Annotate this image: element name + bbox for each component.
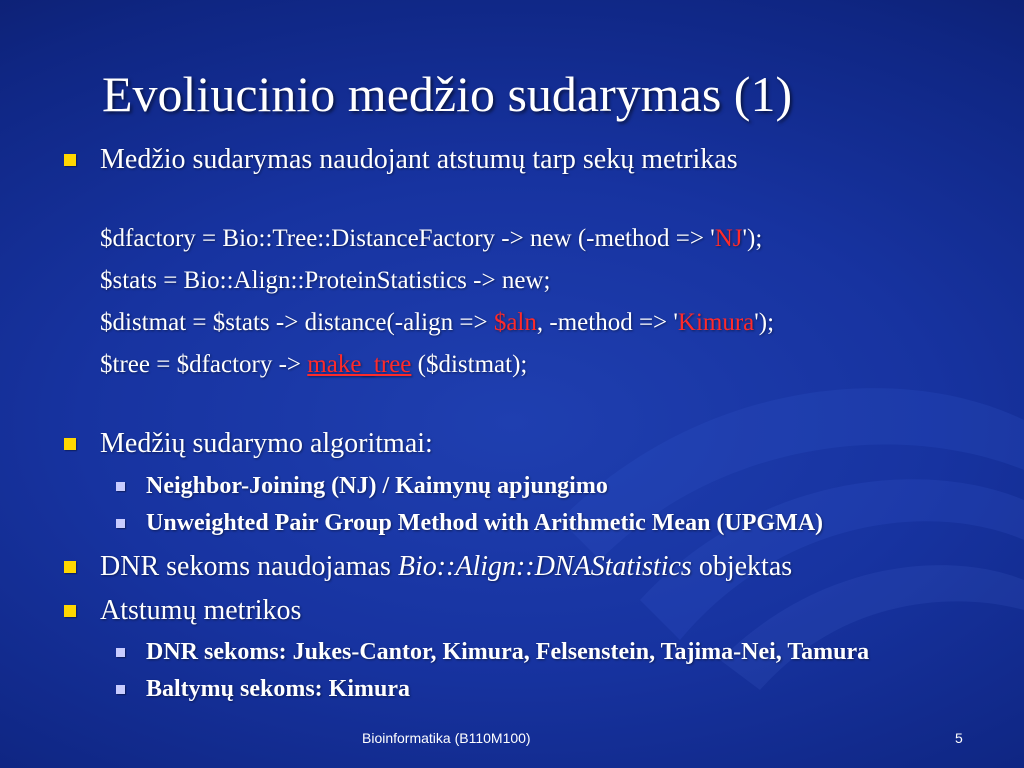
algorithm-item-nj: Neighbor-Joining (NJ) / Kaimynų apjungimo xyxy=(146,473,608,499)
algorithm-item-upgma: Unweighted Pair Group Method with Arithmetic Mean (UPGMA) xyxy=(146,510,824,536)
code-line-dfactory: $dfactory = Bio::Tree::DistanceFactory -> new (-method => 'NJ'); xyxy=(100,225,763,252)
sub-bullet-icon xyxy=(116,519,125,528)
square-bullet-icon xyxy=(64,561,76,573)
code-highlight-nj: NJ xyxy=(714,225,743,252)
square-bullet-icon xyxy=(64,438,76,450)
code-highlight-aln: $aln xyxy=(493,309,537,336)
sub-bullet-icon xyxy=(116,648,125,657)
slide-title: Evoliucinio medžio sudarymas (1) xyxy=(102,66,793,122)
metric-item-dna: DNR sekoms: Jukes-Cantor, Kimura, Felsenstein, Tajima-Nei, Tamura xyxy=(146,639,870,665)
bullet-distance-metrics: Medžio sudarymas naudojant atstumų tarp sekų metrikas xyxy=(100,144,738,175)
square-bullet-icon xyxy=(64,154,76,166)
sub-bullet-icon xyxy=(116,482,125,491)
code-line-distmat: $distmat = $stats -> distance(-align => $aln, -method => 'Kimura'); xyxy=(100,309,775,336)
metric-item-protein: Baltymų sekoms: Kimura xyxy=(146,676,410,702)
code-highlight-make-tree: make_tree xyxy=(307,351,412,378)
footer-course: Bioinformatika (B110M100) xyxy=(362,730,531,746)
dna-statistics-object: Bio::Align::DNAStatistics xyxy=(397,551,692,582)
bullet-tree-algorithms: Medžių sudarymo algoritmai: xyxy=(100,428,433,459)
code-line-stats: $stats = Bio::Align::ProteinStatistics -> new; xyxy=(100,267,551,294)
code-highlight-kimura: Kimura xyxy=(677,309,755,336)
bullet-distance-metrics-list: Atstumų metrikos xyxy=(100,595,302,626)
sub-bullet-icon xyxy=(116,685,125,694)
bullet-dna-statistics: DNR sekoms naudojamas Bio::Align::DNAStatistics objektas xyxy=(100,551,793,582)
code-line-tree: $tree = $dfactory -> make_tree ($distmat); xyxy=(100,351,528,378)
footer-page-number: 5 xyxy=(955,730,963,746)
square-bullet-icon xyxy=(64,605,76,617)
